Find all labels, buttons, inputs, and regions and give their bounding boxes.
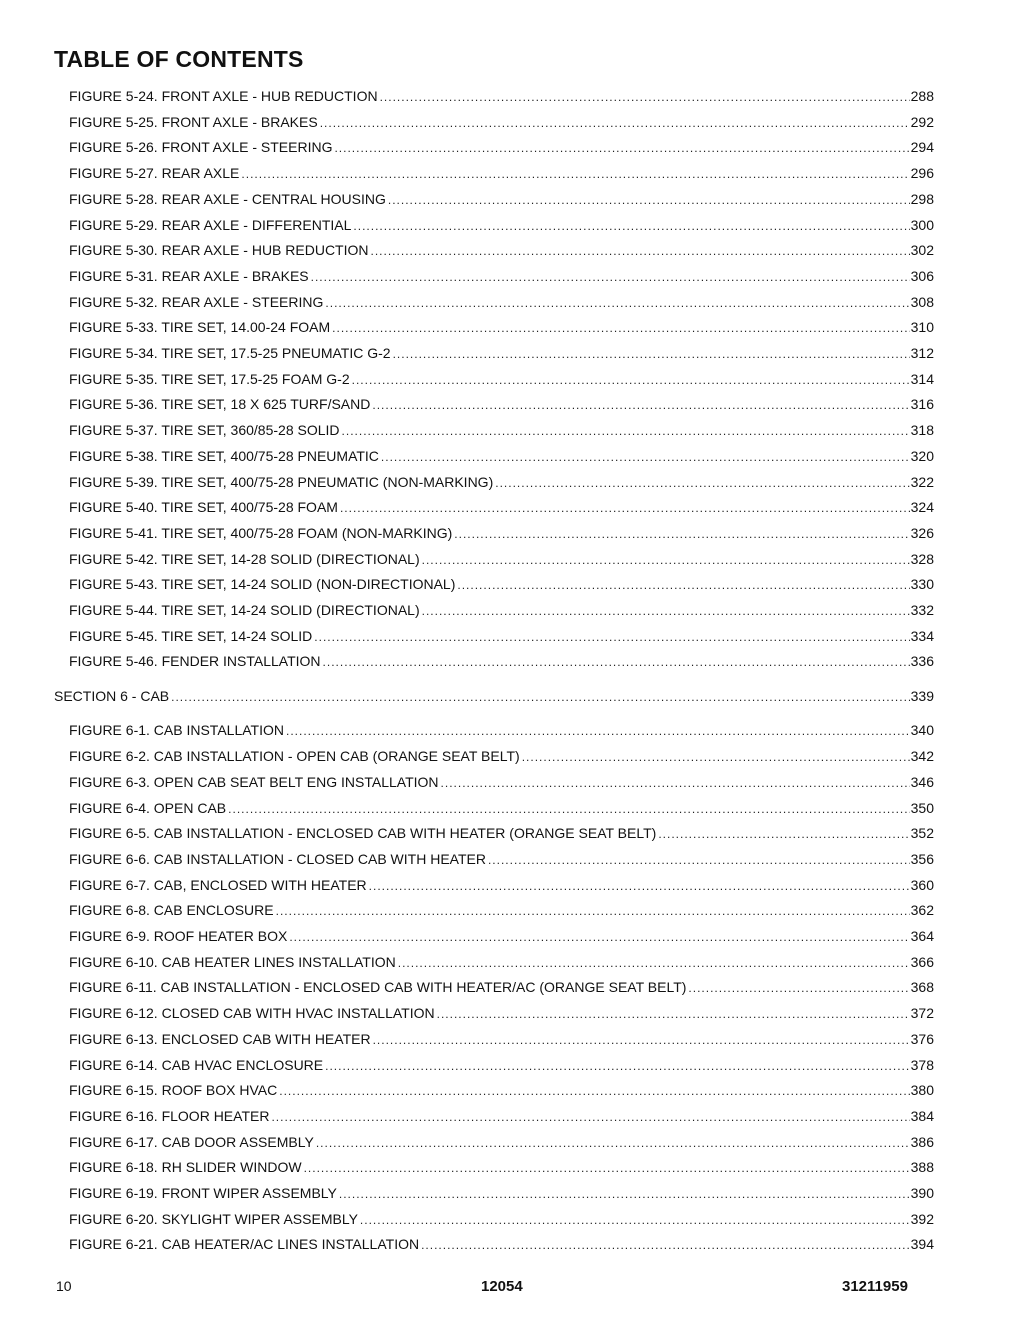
dot-leader	[398, 956, 910, 970]
dot-leader	[340, 501, 910, 515]
toc-entry-label: FIGURE 5-36. TIRE SET, 18 X 625 TURF/SAND	[69, 396, 371, 413]
toc-entry-page: 306	[910, 267, 934, 284]
toc-entry-label: FIGURE 5-37. TIRE SET, 360/85-28 SOLID	[69, 422, 340, 439]
toc-entry-label: SECTION 6 - CAB	[54, 687, 170, 704]
toc-figure-entry[interactable]	[69, 722, 934, 742]
dot-leader	[323, 655, 910, 669]
dot-leader	[352, 373, 910, 387]
dot-leader	[339, 1187, 910, 1201]
dot-leader	[422, 553, 910, 567]
toc-entry-label: FIGURE 5-39. TIRE SET, 400/75-28 PNEUMATIC (NON-MARKING)	[69, 473, 494, 490]
dot-leader	[441, 776, 910, 790]
dot-leader	[241, 167, 909, 181]
dot-leader	[316, 1136, 910, 1150]
dot-leader	[422, 604, 910, 618]
toc-entry-page: 378	[910, 1056, 934, 1073]
toc-figure-entry[interactable]	[69, 268, 934, 288]
toc-entry-page: 302	[910, 242, 934, 259]
toc-entry-label: FIGURE 6-11. CAB INSTALLATION - ENCLOSED CAB WITH HEATER/AC (ORANGE SEAT BELT)	[69, 979, 687, 996]
toc-entry-page: 372	[910, 1005, 934, 1022]
toc-figure-entry[interactable]	[69, 242, 934, 262]
toc-figure-entry[interactable]	[69, 294, 934, 314]
toc-figure-entry[interactable]	[69, 602, 934, 622]
toc-entry-label: FIGURE 6-13. ENCLOSED CAB WITH HEATER	[69, 1030, 371, 1047]
dot-leader	[371, 244, 910, 258]
dot-leader	[228, 802, 909, 816]
dot-leader	[372, 398, 909, 412]
toc-entry-page: 328	[910, 550, 934, 567]
dot-leader	[369, 879, 910, 893]
toc-entry-page: 312	[910, 345, 934, 361]
dot-leader	[495, 476, 909, 490]
toc-entry-label: FIGURE 5-43. TIRE SET, 14-24 SOLID (NON-DIRECTIONAL)	[69, 576, 456, 593]
toc-figure-entry[interactable]	[69, 928, 934, 948]
toc-figure-entry[interactable]	[69, 1236, 934, 1256]
toc-figure-entry[interactable]	[69, 165, 934, 185]
toc-figure-entry[interactable]	[69, 88, 934, 108]
toc-figure-entry[interactable]	[69, 217, 934, 237]
toc-entry-label: FIGURE 6-19. FRONT WIPER ASSEMBLY	[69, 1185, 337, 1201]
dot-leader	[381, 450, 910, 464]
toc-entry-page: 332	[910, 602, 934, 618]
dot-leader	[688, 981, 909, 995]
toc-entry-label: FIGURE 5-46. FENDER INSTALLATION	[69, 653, 321, 670]
dot-leader	[334, 141, 909, 155]
toc-entry-label: FIGURE 5-35. TIRE SET, 17.5-25 FOAM G-2	[69, 370, 350, 387]
dot-leader	[289, 930, 909, 944]
dot-leader	[488, 853, 910, 867]
toc-figure-entry[interactable]	[69, 474, 934, 494]
toc-entry-page: 326	[910, 524, 934, 541]
toc-figure-entry[interactable]	[69, 748, 934, 768]
toc-entry-label: FIGURE 6-7. CAB, ENCLOSED WITH HEATER	[69, 876, 367, 893]
toc-figure-entry[interactable]	[69, 1082, 934, 1102]
toc-entry-label: FIGURE 6-14. CAB HVAC ENCLOSURE	[69, 1056, 324, 1073]
toc-entry-page: 356	[910, 850, 934, 867]
dot-leader	[457, 578, 909, 592]
toc-entry-label: FIGURE 5-24. FRONT AXLE - HUB REDUCTION	[69, 88, 378, 104]
toc-entry-label: FIGURE 5-41. TIRE SET, 400/75-28 FOAM (NON-MARKING)	[69, 524, 453, 541]
toc-entry-page: 380	[910, 1082, 934, 1099]
dot-leader	[522, 750, 910, 764]
toc-entry-page: 308	[910, 293, 934, 310]
toc-figure-entry[interactable]	[69, 551, 934, 571]
toc-section-entry[interactable]	[54, 688, 934, 708]
toc-figure-entry[interactable]	[69, 1005, 934, 1025]
toc-figure-entry[interactable]	[69, 139, 934, 159]
toc-entry-page: 388	[910, 1159, 934, 1176]
toc-entry-page: 336	[910, 653, 934, 670]
toc-figure-entry[interactable]	[69, 422, 934, 442]
toc-figure-entry[interactable]	[69, 345, 934, 365]
dot-leader	[388, 193, 910, 207]
toc-figure-entry[interactable]	[69, 499, 934, 519]
toc-entry-page: 352	[910, 825, 934, 842]
dot-leader	[332, 321, 909, 335]
toc-entry-label: FIGURE 6-1. CAB INSTALLATION	[69, 722, 284, 739]
toc-entry-page: 330	[910, 576, 934, 593]
toc-figure-entry[interactable]	[69, 525, 934, 545]
toc-entry-label: FIGURE 5-26. FRONT AXLE - STEERING	[69, 139, 333, 156]
toc-entry-label: FIGURE 6-3. OPEN CAB SEAT BELT ENG INSTALLATION	[69, 773, 439, 790]
toc-entry-page: 340	[910, 722, 934, 739]
dot-leader	[421, 1238, 910, 1252]
toc-entry-page: 334	[910, 627, 934, 644]
toc-entry-page: 318	[910, 422, 934, 439]
dot-leader	[454, 527, 909, 541]
toc-figure-entry[interactable]	[69, 191, 934, 211]
toc-entry-page: 360	[910, 876, 934, 893]
toc-entry-page: 316	[910, 396, 934, 413]
dot-leader	[304, 1161, 910, 1175]
toc-entry-label: FIGURE 6-6. CAB INSTALLATION - CLOSED CAB WITH HEATER	[69, 850, 486, 867]
toc-figure-entry[interactable]	[69, 628, 934, 648]
toc-entry-page: 362	[910, 902, 934, 919]
dot-leader	[393, 347, 910, 361]
toc-entry-label: FIGURE 6-18. RH SLIDER WINDOW	[69, 1159, 302, 1176]
toc-entry-label: FIGURE 5-40. TIRE SET, 400/75-28 FOAM	[69, 499, 338, 516]
toc-figure-entry[interactable]	[69, 371, 934, 391]
toc-figure-entry[interactable]	[69, 1134, 934, 1154]
toc-figure-entry[interactable]	[69, 114, 934, 134]
dot-leader	[311, 270, 910, 284]
toc-entry-page: 350	[910, 799, 934, 816]
toc-entry-label: FIGURE 6-20. SKYLIGHT WIPER ASSEMBLY	[69, 1210, 358, 1227]
toc-figure-entry[interactable]	[69, 825, 934, 845]
toc-entry-page: 314	[910, 370, 934, 387]
toc-figure-entry[interactable]	[69, 877, 934, 897]
dot-leader	[353, 219, 909, 233]
toc-entry-label: FIGURE 5-44. TIRE SET, 14-24 SOLID (DIRECTIONAL)	[69, 602, 420, 618]
toc-entry-label: FIGURE 6-21. CAB HEATER/AC LINES INSTALLATION	[69, 1236, 420, 1253]
toc-figure-entry[interactable]	[69, 902, 934, 922]
toc-entry-page: 296	[910, 165, 934, 182]
dot-leader	[279, 1084, 909, 1098]
toc-entry-label: FIGURE 6-17. CAB DOOR ASSEMBLY	[69, 1133, 314, 1150]
toc-figure-entry[interactable]	[69, 396, 934, 416]
toc-figure-entry[interactable]	[69, 851, 934, 871]
dot-leader	[342, 424, 910, 438]
toc-entry-label: FIGURE 6-8. CAB ENCLOSURE	[69, 902, 274, 919]
toc-figure-entry[interactable]	[69, 576, 934, 596]
toc-entry-page: 288	[910, 88, 934, 104]
dot-leader	[286, 724, 910, 738]
toc-figure-entry[interactable]	[69, 319, 934, 339]
toc-entry-label: FIGURE 6-12. CLOSED CAB WITH HVAC INSTALLATION	[69, 1005, 435, 1022]
toc-entry-label: FIGURE 6-5. CAB INSTALLATION - ENCLOSED CAB WITH HEATER (ORANGE SEAT BELT)	[69, 825, 657, 842]
toc-figure-entry[interactable]	[69, 653, 934, 673]
toc-entry-page: 392	[910, 1210, 934, 1227]
toc-figure-entry[interactable]	[69, 1057, 934, 1077]
footer-page-number: 10	[56, 1278, 72, 1294]
toc-entry-page: 366	[910, 953, 934, 970]
toc-figure-entry[interactable]	[69, 1211, 934, 1231]
toc-entry-page: 294	[910, 139, 934, 156]
dot-leader	[276, 904, 910, 918]
toc-figure-entry[interactable]	[69, 448, 934, 468]
toc-entry-label: FIGURE 5-25. FRONT AXLE - BRAKES	[69, 113, 318, 130]
toc-entry-page: 324	[910, 499, 934, 516]
toc-entry-page: 368	[910, 979, 934, 996]
toc-entry-label: FIGURE 6-15. ROOF BOX HVAC	[69, 1082, 278, 1099]
toc-figure-entry[interactable]	[69, 1031, 934, 1051]
dot-leader	[360, 1213, 910, 1227]
toc-entry-label: FIGURE 5-30. REAR AXLE - HUB REDUCTION	[69, 242, 369, 259]
toc-entry-page: 298	[910, 190, 934, 207]
toc-entry-label: FIGURE 5-34. TIRE SET, 17.5-25 PNEUMATIC G-2	[69, 345, 391, 361]
toc-entry-label: FIGURE 5-31. REAR AXLE - BRAKES	[69, 267, 309, 284]
toc-entry-label: FIGURE 5-29. REAR AXLE - DIFFERENTIAL	[69, 216, 352, 233]
toc-entry-page: 384	[910, 1107, 934, 1124]
footer-center-code: 12054	[481, 1278, 523, 1295]
toc-entry-label: FIGURE 6-10. CAB HEATER LINES INSTALLATION	[69, 953, 396, 970]
footer-doc-number: 31211959	[842, 1278, 908, 1295]
toc-entry-label: FIGURE 6-4. OPEN CAB	[69, 799, 227, 816]
toc-entry-page: 394	[910, 1236, 934, 1253]
dot-leader	[314, 630, 909, 644]
toc-entry-page: 339	[910, 687, 934, 704]
page-title: TABLE OF CONTENTS	[54, 46, 304, 72]
toc-figure-entry[interactable]	[69, 954, 934, 974]
toc-entry-label: FIGURE 6-2. CAB INSTALLATION - OPEN CAB (ORANGE SEAT BELT)	[69, 748, 520, 765]
toc-entry-page: 376	[910, 1030, 934, 1047]
toc-entry-page: 292	[910, 113, 934, 130]
toc-entry-label: FIGURE 5-45. TIRE SET, 14-24 SOLID	[69, 627, 313, 644]
toc-figure-entry[interactable]	[69, 979, 934, 999]
toc-entry-page: 346	[910, 773, 934, 790]
toc-entry-page: 322	[910, 473, 934, 490]
toc-entry-page: 300	[910, 216, 934, 233]
toc-figure-entry[interactable]	[69, 1185, 934, 1205]
toc-entry-page: 390	[910, 1185, 934, 1201]
toc-entry-page: 310	[910, 319, 934, 336]
toc-entry-label: FIGURE 6-9. ROOF HEATER BOX	[69, 928, 288, 944]
dot-leader	[320, 116, 910, 130]
dot-leader	[380, 90, 910, 104]
toc-figure-entry[interactable]	[69, 1159, 934, 1179]
toc-entry-page: 386	[910, 1133, 934, 1150]
dot-leader	[325, 296, 909, 310]
toc-figure-entry[interactable]	[69, 800, 934, 820]
dot-leader	[373, 1033, 910, 1047]
toc-entry-label: FIGURE 5-38. TIRE SET, 400/75-28 PNEUMATIC	[69, 447, 379, 464]
toc-entry-label: FIGURE 5-28. REAR AXLE - CENTRAL HOUSING	[69, 190, 386, 207]
toc-figure-entry[interactable]	[69, 1108, 934, 1128]
toc-entry-label: FIGURE 5-32. REAR AXLE - STEERING	[69, 293, 324, 310]
dot-leader	[171, 690, 910, 704]
dot-leader	[658, 827, 909, 841]
toc-entry-label: FIGURE 5-33. TIRE SET, 14.00-24 FOAM	[69, 319, 331, 336]
toc-entry-label: FIGURE 5-42. TIRE SET, 14-28 SOLID (DIRECTIONAL)	[69, 550, 420, 567]
dot-leader	[271, 1110, 909, 1124]
toc-entry-page: 342	[910, 748, 934, 765]
toc-entry-label: FIGURE 6-16. FLOOR HEATER	[69, 1107, 270, 1124]
toc-entry-label: FIGURE 5-27. REAR AXLE	[69, 165, 240, 182]
dot-leader	[325, 1059, 910, 1073]
toc-entry-page: 364	[910, 928, 934, 944]
toc-entry-page: 320	[910, 447, 934, 464]
toc-figure-entry[interactable]	[69, 774, 934, 794]
dot-leader	[437, 1007, 910, 1021]
